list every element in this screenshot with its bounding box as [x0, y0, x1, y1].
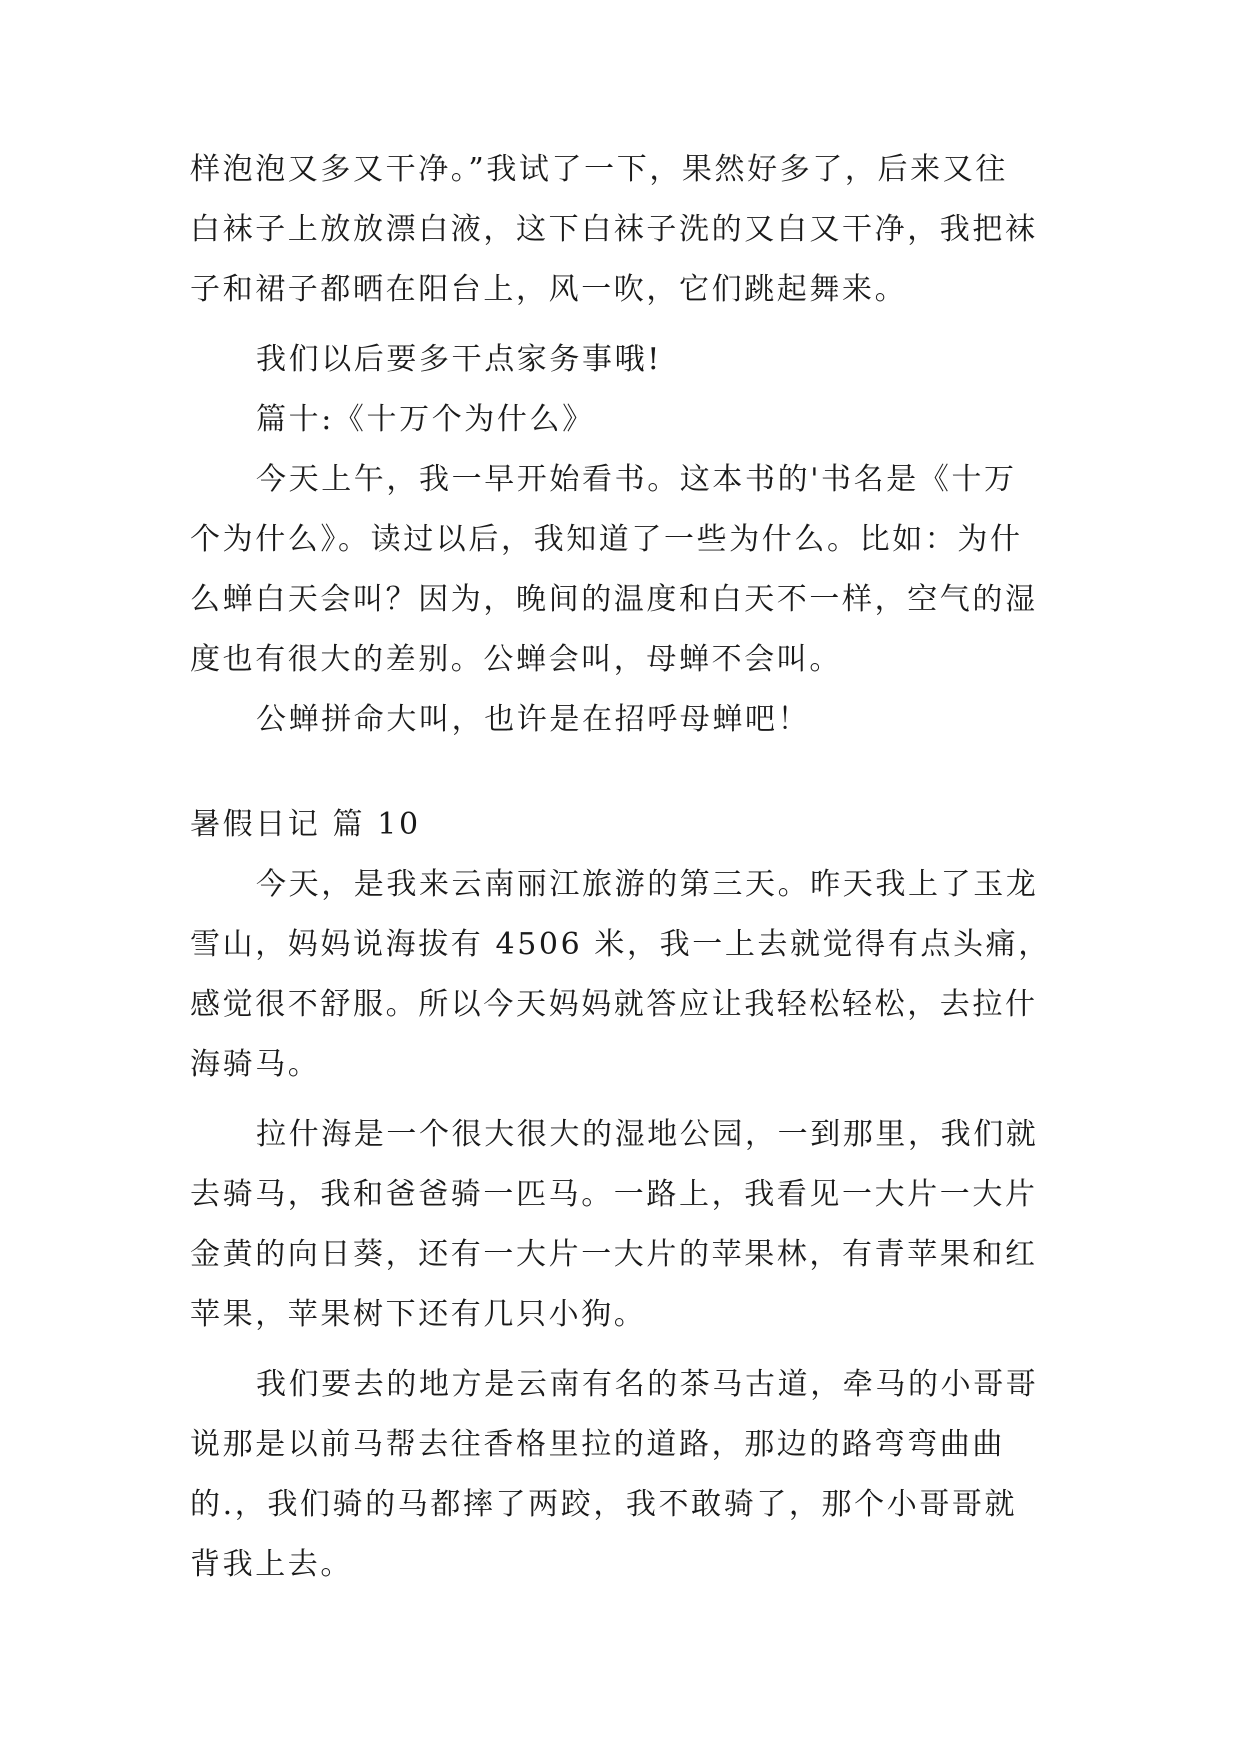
text-line: 么蝉白天会叫？因为，晚间的温度和白天不一样，空气的湿: [190, 582, 1038, 617]
text-line: 背我上去。: [190, 1547, 353, 1582]
text-line: 我们以后要多干点家务事哦!: [256, 342, 662, 377]
text-line: 度也有很大的差别。公蝉会叫，母蝉不会叫。: [190, 642, 842, 677]
text-line: 我们要去的地方是云南有名的茶马古道，牵马的小哥哥: [256, 1367, 1039, 1402]
text-line: 感觉很不舒服。所以今天妈妈就答应让我轻松轻松，去拉什: [190, 987, 1038, 1022]
text-line: 公蝉拼命大叫，也许是在招呼母蝉吧！: [256, 702, 811, 737]
text-line: 拉什海是一个很大很大的湿地公园，一到那里，我们就: [256, 1117, 1039, 1152]
article-title: 暑假日记 篇 10: [190, 807, 421, 842]
section-heading: 篇十:《十万个为什么》: [256, 402, 595, 437]
text-line: 白袜子上放放漂白液，这下白袜子洗的又白又干净，我把袜: [190, 212, 1038, 247]
text-line: 金黄的向日葵，还有一大片一大片的苹果林，有青苹果和红: [190, 1237, 1038, 1272]
text-line: 的.，我们骑的马都摔了两跤，我不敢骑了，那个小哥哥就: [190, 1487, 1018, 1522]
text-line: 个为什么》。读过以后，我知道了一些为什么。比如：为什: [190, 522, 1023, 557]
text-line: 样泡泡又多又干净。”我试了一下，果然好多了，后来又往: [190, 152, 1008, 187]
text-line: 今天上午，我一早开始看书。这本书的'书名是《十万: [256, 462, 1017, 497]
text-line: 子和裙子都晒在阳台上，风一吹，它们跳起舞来。: [190, 272, 908, 307]
text-line: 今天，是我来云南丽江旅游的第三天。昨天我上了玉龙: [256, 867, 1039, 902]
text-line: 苹果，苹果树下还有几只小狗。: [190, 1297, 647, 1332]
text-line: 海骑马。: [190, 1047, 321, 1082]
text-line: 去骑马，我和爸爸骑一匹马。一路上，我看见一大片一大片: [190, 1177, 1038, 1212]
text-line: 雪山，妈妈说海拔有 4506 米，我一上去就觉得有点头痛，: [190, 927, 1051, 962]
text-line: 说那是以前马帮去往香格里拉的道路，那边的路弯弯曲曲: [190, 1427, 1005, 1462]
